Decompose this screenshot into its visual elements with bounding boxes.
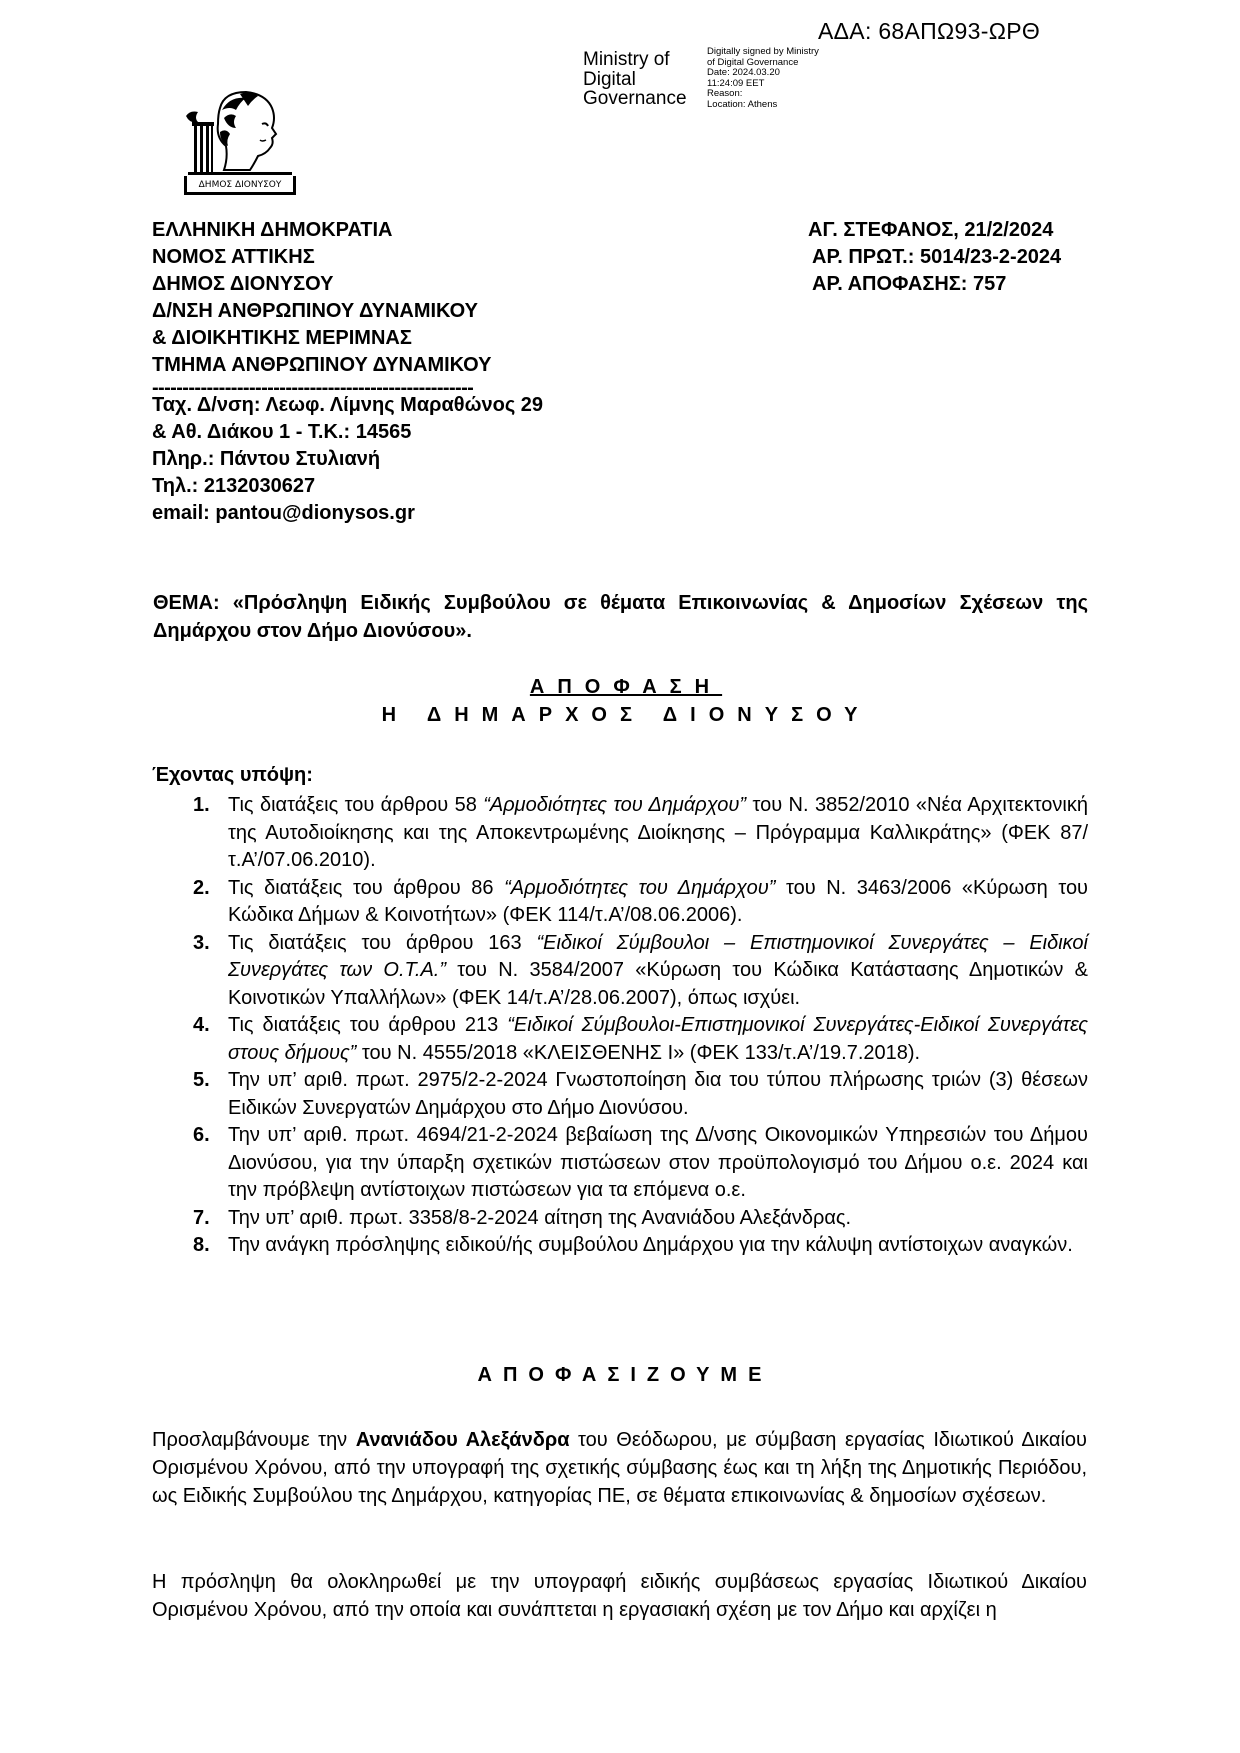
signature-detail-line: Date: 2024.03.20	[707, 67, 780, 78]
signature-details	[707, 47, 819, 110]
list-item	[152, 930, 1088, 1013]
list-item	[152, 1232, 1088, 1260]
item-number: 7.	[193, 1206, 210, 1229]
signature-detail-line: Digitally signed by Ministry	[707, 46, 819, 57]
reference-block	[808, 217, 1061, 298]
issuer-line: ΤΜΗΜΑ ΑΝΘΡΩΠΙΝΟΥ ΔΥΝΑΜΙΚΟΥ	[152, 354, 492, 376]
item-text: Την ανάγκη πρόσληψης ειδικού/ής συμβούλου Δημάρχου για την κάλυψη αντίστοιχων αναγκών.	[228, 1234, 1073, 1256]
appointee-name: Ανανιάδου Αλεξάνδρα	[355, 1429, 570, 1451]
issuer-line: ΔΗΜΟΣ ΔΙΟΝΥΣΟΥ	[152, 273, 334, 295]
logo-caption: ΔΗΜΟΣ ΔΙΟΝΥΣΟΥ	[198, 180, 282, 190]
item-number: 5.	[193, 1069, 210, 1091]
considerations-list	[152, 792, 1088, 1260]
list-item	[152, 875, 1088, 930]
decision-number: ΑΡ. ΑΠΟΦΑΣΗΣ: 757	[812, 273, 1007, 295]
resolution-title: ΑΠΟΦΑΣΙΖΟΥΜΕ	[477, 1364, 773, 1386]
issuer-line: ΕΛΛΗΝΙΚΗ ΔΗΜΟΚΡΑΤΙΑ	[152, 219, 393, 241]
item-text: Τις διατάξεις του άρθρου 213	[228, 1014, 508, 1036]
list-item	[152, 1012, 1088, 1067]
contact-block	[152, 392, 543, 527]
item-italic: “Ειδικοί Σύμβουλοι-Επιστημονικοί Συνεργάτες-Ειδικοί Συνεργάτες στους δήμους”	[228, 1014, 1088, 1064]
resolution-paragraph	[152, 1426, 1087, 1510]
item-text: Τις διατάξεις του άρθρου 163	[228, 931, 537, 954]
item-text: του Ν. 4555/2018 «ΚΛΕΙΣΘΕΝΗΣ Ι» (ΦΕΚ 133/τ.Α’/19.7.2018).	[356, 1041, 921, 1064]
item-text: του Ν. 3463/2006 «Κύρωση του Κώδικα Δήμων & Κοινοτήτων» (ΦΕΚ 114/τ.Α’/08.06.2006).	[228, 876, 1088, 926]
signature-org-line: Digital	[583, 68, 636, 90]
signature-detail-line: Location: Athens	[707, 98, 778, 110]
item-italic: “Αρμοδιότητες του Δημάρχου”	[483, 794, 747, 816]
item-text: Τις διατάξεις του άρθρου 58	[228, 794, 484, 816]
paragraph-text: του Θεόδωρου, με σύμβαση εργασίας Ιδιωτικού Δικαίου Ορισμένου Χρόνου, από την υπογραφή της σχετικής σύμβασης έως και τη λήξη της Δημοτικής Περιόδου, ως Ειδικής Συμβούλου της Δημάρχου, κατηγορίας ΠΕ, σε θέματα επικοινωνίας & δημοσίων σχέσεων.	[152, 1429, 1087, 1507]
decision-subtitle: Η ΔΗΜΑΡΧΟΣ ΔΙΟΝΥΣΟΥ	[381, 704, 871, 726]
issuer-line: & ΔΙΟΙΚΗΤΙΚΗΣ ΜΕΡΙΜΝΑΣ	[152, 327, 412, 349]
signature-detail-line: of Digital Governance	[707, 56, 799, 68]
item-text: Τις διατάξεις του άρθρου 86	[228, 876, 505, 899]
place-date: ΑΓ. ΣΤΕΦΑΝΟΣ, 21/2/2024	[808, 219, 1054, 241]
item-text: Την υπ’ αριθ. πρωτ. 2975/2-2-2024 Γνωστοποίηση δια του τύπου πλήρωσης τριών (3) θέσεων Ειδικών Συνεργατών Δημάρχου στο Δήμο Διονύσου.	[228, 1069, 1088, 1119]
decision-title: ΑΠΟΦΑΣΗ	[529, 676, 723, 698]
item-number: 3.	[193, 931, 210, 954]
paragraph-text: Προσλαμβάνουμε την	[152, 1429, 356, 1451]
separator-line: -----------------------------------------------------	[152, 377, 474, 399]
item-text: του Ν. 3584/2007 «Κύρωση του Κώδικα Κατάστασης Δημοτικών & Κοινοτικών Υπαλλήλων» (ΦΕΚ 14/τ.Α’/28.06.2007), όπως ισχύει.	[228, 959, 1088, 1009]
list-item	[152, 792, 1088, 875]
hiring-paragraph: Η πρόσληψη θα ολοκληρωθεί με την υπογραφή ειδικής συμβάσεως εργασίας Ιδιωτικού Δικαίου Ορισμένου Χρόνου, από την οποία και συνάπτεται η εργασιακή σχέση με τον Δήμο και αρχίζει η	[152, 1571, 1087, 1621]
considering-heading: Έχοντας υπόψη:	[152, 764, 313, 786]
item-italic: “Ειδικοί Σύμβουλοι – Επιστημονικοί Συνεργάτες – Ειδικοί Συνεργάτες των Ο.Τ.Α.”	[228, 931, 1088, 981]
contact-line: Τηλ.: 2132030627	[152, 475, 316, 497]
item-text: Την υπ’ αριθ. πρωτ. 3358/8-2-2024 αίτηση της Ανανιάδου Αλεξάνδρας.	[228, 1206, 852, 1229]
item-text: Την υπ’ αριθ. πρωτ. 4694/21-2-2024 βεβαίωση της Δ/νσης Οικονομικών Υπηρεσιών του Δήμου Διονύσου, για την ύπαρξη σχετικών πιστώσεων στον προϋπολογισμό του Δήμου ο.ε. 2024 και την πρόβλεψη αντίστοιχων πιστώσεων για τα επόμενα ο.ε.	[228, 1124, 1088, 1201]
contact-line: Πληρ.: Πάντου Στυλιανή	[152, 448, 381, 470]
signature-organization	[583, 50, 687, 109]
item-italic: “Αρμοδιότητες του Δημάρχου”	[504, 876, 776, 899]
signature-org-line: Ministry of	[583, 49, 670, 70]
issuer-line: Δ/ΝΣΗ ΑΝΘΡΩΠΙΝΟΥ ΔΥΝΑΜΙΚΟΥ	[152, 300, 478, 322]
signature-detail-line: 11:24:09 EET	[707, 77, 765, 89]
list-item	[152, 1205, 1088, 1233]
issuer-block	[152, 217, 492, 397]
ada-code: ΑΔΑ: 68ΑΠΩ93-ΩΡΘ	[818, 18, 1041, 44]
municipality-logo	[180, 88, 300, 198]
item-number: 6.	[193, 1124, 210, 1146]
signature-detail-line: Reason:	[707, 88, 743, 99]
contact-email: email: pantou@dionysos.gr	[152, 502, 415, 524]
list-item	[152, 1122, 1088, 1205]
signature-org-line: Governance	[583, 88, 687, 109]
contact-line: Ταχ. Δ/νση: Λεωφ. Λίμνης Μαραθώνος 29	[152, 394, 544, 416]
contact-line: & Αθ. Διάκου 1 - Τ.Κ.: 14565	[152, 421, 412, 443]
list-item	[152, 1067, 1088, 1122]
subject: ΘΕΜΑ: «Πρόσληψη Ειδικής Συμβούλου σε θέματα Επικοινωνίας & Δημοσίων Σχέσεων της Δημάρχου στον Δήμο Διονύσου».	[153, 592, 1088, 642]
issuer-line: ΝΟΜΟΣ ΑΤΤΙΚΗΣ	[152, 246, 315, 268]
item-number: 2.	[193, 876, 210, 899]
item-number: 8.	[193, 1234, 210, 1256]
item-number: 4.	[193, 1014, 210, 1036]
item-number: 1.	[193, 794, 210, 816]
protocol-number: ΑΡ. ΠΡΩΤ.: 5014/23-2-2024	[812, 246, 1062, 268]
item-text: του Ν. 3852/2010 «Νέα Αρχιτεκτονική της Αυτοδιοίκησης και της Αποκεντρωμένης Διοίκησης – Πρόγραμμα Καλλικράτης» (ΦΕΚ 87/τ.Α’/07.06.2010).	[228, 794, 1088, 871]
